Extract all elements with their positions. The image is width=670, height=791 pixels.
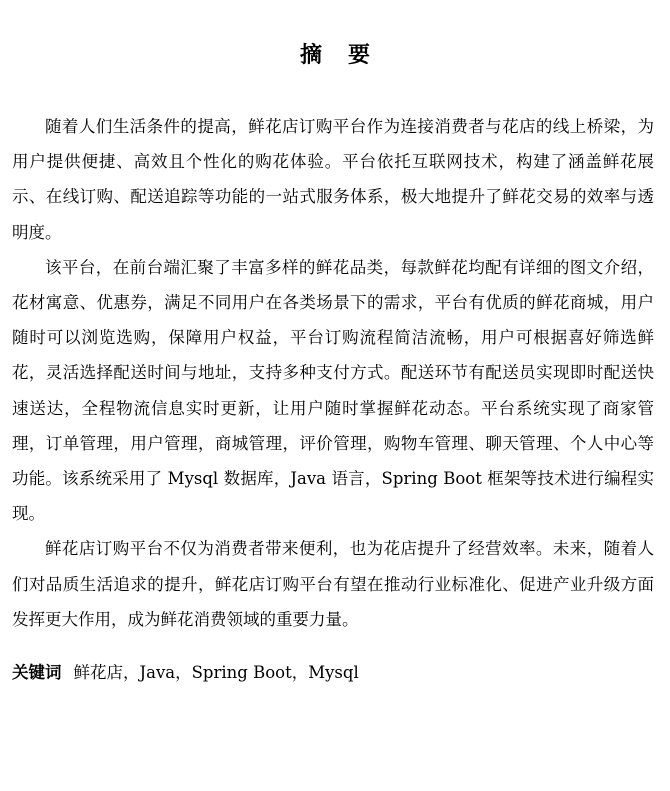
keywords-label: 关键词 bbox=[12, 663, 62, 682]
keywords-line bbox=[12, 655, 654, 690]
abstract-title bbox=[0, 38, 670, 69]
title-char-1: 摘 bbox=[299, 43, 322, 68]
title-char-2: 要 bbox=[348, 43, 371, 68]
abstract-paragraph-2: 该平台，在前台端汇聚了丰富多样的鲜花品类，每款鲜花均配有详细的图文介绍，花材寓意、优惠券，满足不同用户在各类场景下的需求，平台有优质的鲜花商城，用户随时可以浏览选购，保障用户权益，平台订购流程简洁流畅，用户可根据喜好筛选鲜花，灵活选择配送时间与地址，支持多种支付方式。配送环节有配送员实现即时配送快速送达，全程物流信息实时更新，让用户随时掌握鲜花动态。平台系统实现了商家管理，订单管理，用户管理，商城管理，评价管理，购物车管理、聊天管理、个人中心等功能。该系统采用了 Mysql 数据库，Java 语言，Spring Boot 框架等技术进行编程实现。 bbox=[12, 257, 654, 524]
keywords-value: 鲜花店，Java，Spring Boot，Mysql bbox=[73, 663, 359, 682]
abstract-paragraph-3: 鲜花店订购平台不仅为消费者带来便利，也为花店提升了经营效率。未来，随着人们对品质生活追求的提升，鲜花店订购平台有望在推动行业标准化、促进产业升级方面发挥更大作用，成为鲜花消费领域的重要力量。 bbox=[12, 539, 654, 629]
abstract-paragraph-1: 随着人们生活条件的提高，鲜花店订购平台作为连接消费者与花店的线上桥梁，为用户提供便捷、高效且个性化的购花体验。平台依托互联网技术，构建了涵盖鲜花展示、在线订购、配送追踪等功能的一站式服务体系，极大地提升了鲜花交易的效率与透明度。 bbox=[12, 117, 654, 242]
abstract-body bbox=[12, 109, 654, 637]
